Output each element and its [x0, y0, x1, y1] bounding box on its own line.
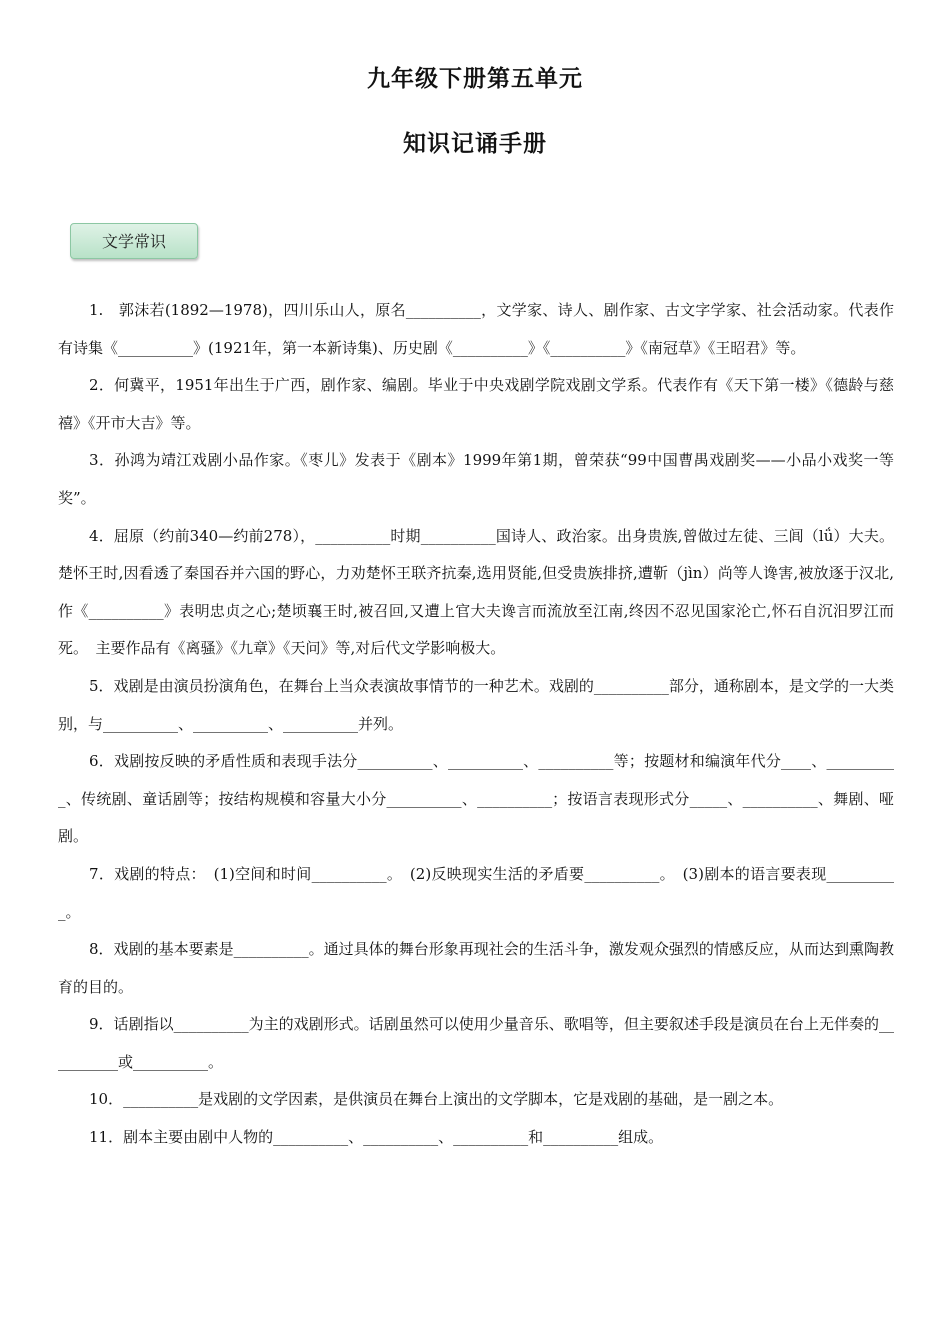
- question-item-10: 10．__________是戏剧的文学因素，是供演员在舞台上演出的文学脚本，它是戏剧的基础，是一剧之本。: [89, 1090, 784, 1109]
- question-list: [58, 292, 894, 1157]
- question-item-6: 6．戏剧按反映的矛盾性质和表现手法分__________、__________、__________等；按题材和编演年代分____、__________、传统剧、童话剧等；按结构规模和容量大小分__________、__________；按语言表现形式分_____、__________、舞剧、哑剧。: [58, 752, 894, 846]
- question-item-5: 5．戏剧是由演员扮演角色，在舞台上当众表演故事情节的一种艺术。戏剧的__________部分，通称剧本，是文学的一大类别，与__________、__________、__________并列。: [58, 676, 894, 733]
- question-item-7: 7．戏剧的特点： (1)空间和时间__________。 (2)反映现实生活的矛盾要__________。 (3)剧本的语言要表现__________。: [58, 864, 894, 921]
- section-label-literary-knowledge: 文学常识: [70, 223, 198, 259]
- question-item-9: 9．话剧指以__________为主的戏剧形式。话剧虽然可以使用少量音乐、歌唱等，但主要叙述手段是演员在台上无伴奏的__________或__________。: [58, 1015, 894, 1071]
- document-title: 九年级下册第五单元: [367, 65, 583, 92]
- document-subtitle: 知识记诵手册: [403, 130, 547, 157]
- question-item-1: 1. 郭沫若(1892—1978)，四川乐山人，原名__________，文学家、诗人、剧作家、古文字学家、社会活动家。代表作有诗集《__________》(1921年，第一本新诗集)、历史剧《__________》《__________》《南冠草》《王昭君》等。: [58, 301, 894, 357]
- question-item-3: 3．孙鸿为靖江戏剧小品作家。《枣儿》发表于《剧本》1999年第1期，曾荣获“99中国曹禺戏剧奖——小品小戏奖一等奖”。: [58, 451, 894, 507]
- question-item-2: 2．何冀平，1951年出生于广西，剧作家、编剧。毕业于中央戏剧学院戏剧文学系。代表作有《天下第一楼》《德龄与慈禧》《开市大吉》等。: [58, 376, 894, 432]
- question-item-11: 11．剧本主要由剧中人物的__________、__________、__________和__________组成。: [89, 1128, 664, 1147]
- question-item-8: 8．戏剧的基本要素是__________。通过具体的舞台形象再现社会的生活斗争，激发观众强烈的情感反应，从而达到熏陶教育的目的。: [58, 940, 894, 996]
- question-item-4: 4．屈原（约前340—约前278），__________时期__________国诗人、政治家。出身贵族,曾做过左徒、三闾（lǘ）大夫。楚怀王时,因看透了秦国吞并六国的野心，力劝楚怀王联齐抗秦,选用贤能,但受贵族排挤,遭靳（jìn）尚等人谗害,被放逐于汉北,作《__________》表明忠贞之心;楚顷襄王时,被召回,又遭上官大夫谗言而流放至江南,终因不忍见国家沦亡,怀石自沉汨罗江而死。 主要作品有《离骚》《九章》《天问》等,对后代文学影响极大。: [58, 526, 894, 658]
